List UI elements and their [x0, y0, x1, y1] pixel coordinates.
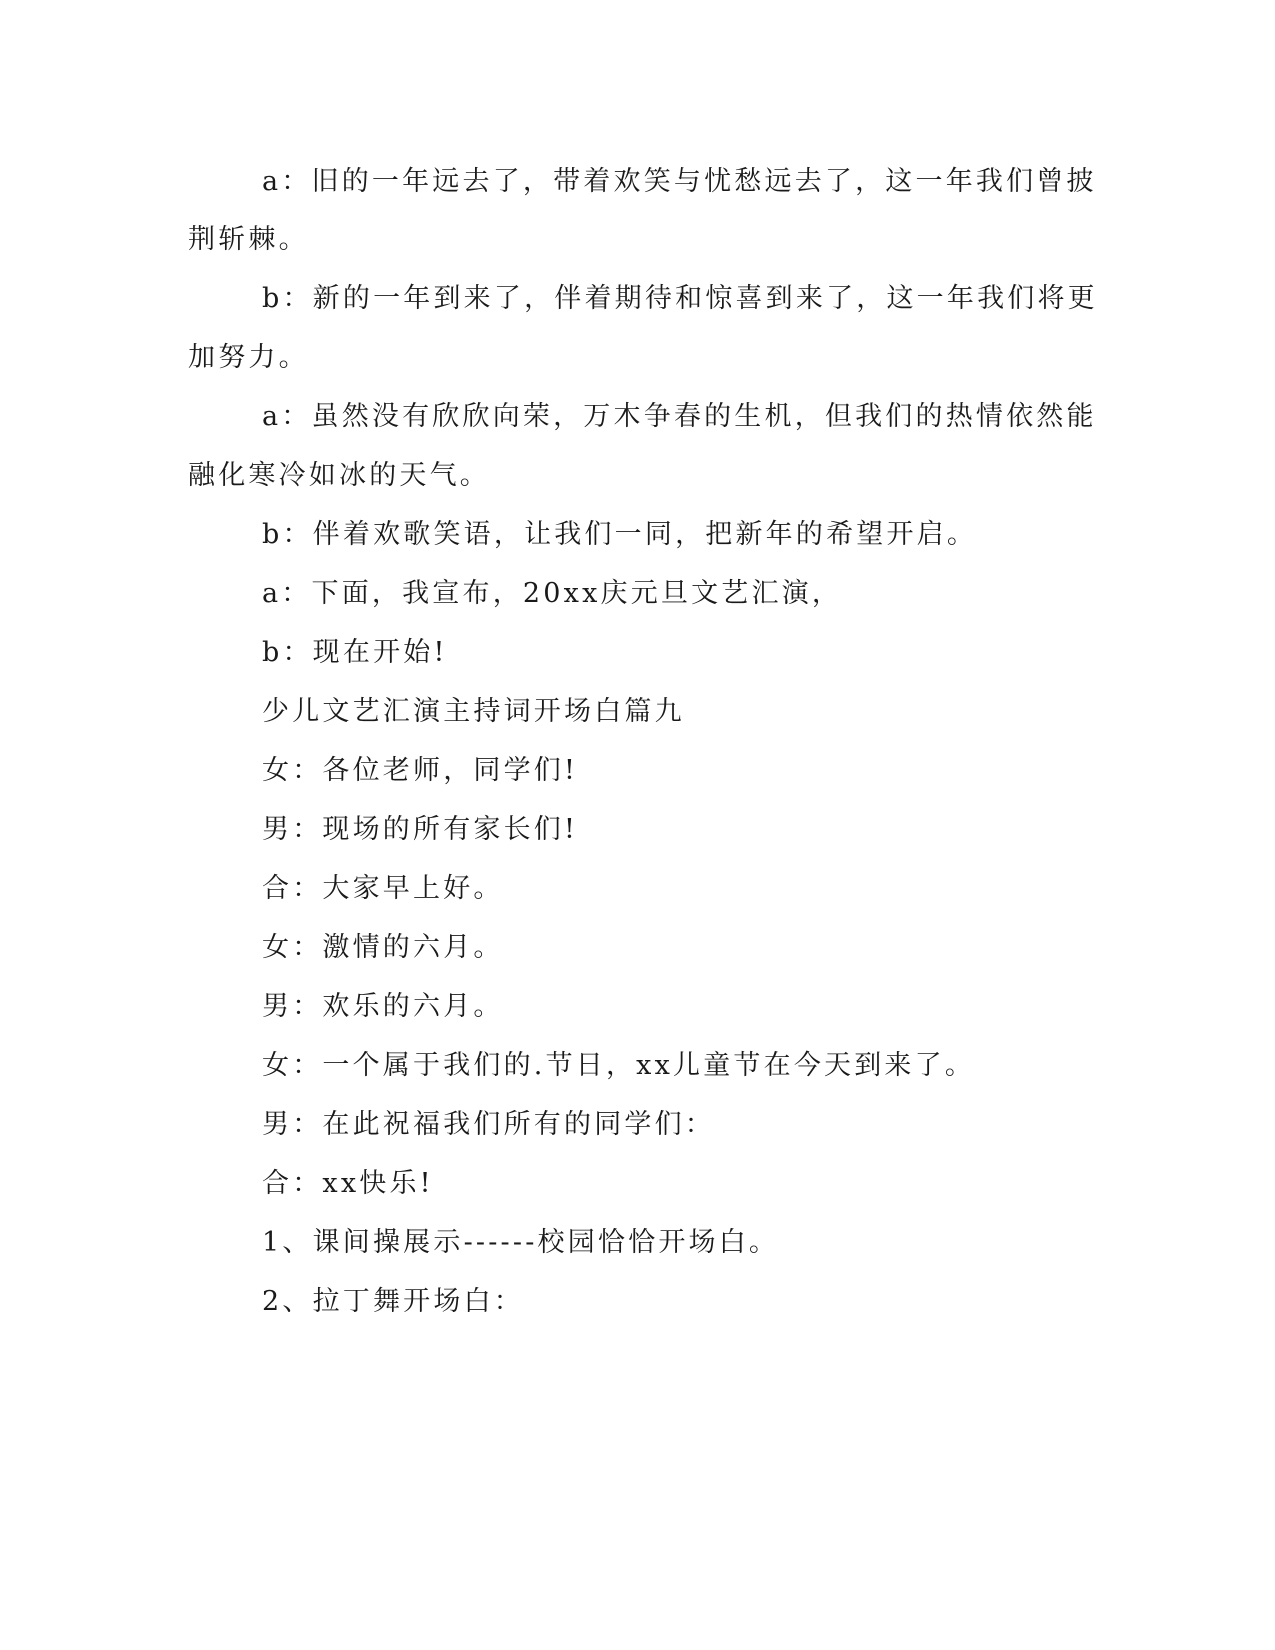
text-line: a：下面，我宣布，20xx庆元旦文艺汇演， — [262, 578, 843, 609]
paragraph-2-line-1: b：新的一年到来了，伴着期待和惊喜到来了，这一年我们将更 — [262, 283, 1098, 314]
text-line: 合：大家早上好。 — [262, 873, 504, 904]
text-line: 合：xx快乐! — [262, 1168, 434, 1199]
text-line: 女：各位老师，同学们! — [262, 755, 579, 786]
text-line: 1、课间操展示------校园恰恰开场白。 — [262, 1227, 780, 1258]
paragraph-3-line-2: 融化寒冷如冰的天气。 — [188, 460, 490, 491]
paragraph-2-line-2: 加努力。 — [188, 342, 309, 373]
paragraph-1-line-2: 荆斩棘。 — [188, 224, 309, 255]
text-line: 女：激情的六月。 — [262, 932, 504, 963]
paragraph-1-line-1: a：旧的一年远去了，带着欢笑与忧愁远去了，这一年我们曾披 — [262, 166, 1097, 197]
text-line: b：伴着欢歌笑语，让我们一同，把新年的希望开启。 — [262, 519, 978, 550]
section-heading: 少儿文艺汇演主持词开场白篇九 — [262, 696, 685, 727]
text-line: 男：在此祝福我们所有的同学们： — [262, 1109, 715, 1140]
text-line: 女：一个属于我们的.节日，xx儿童节在今天到来了。 — [262, 1050, 976, 1081]
paragraph-3-line-1: a：虽然没有欣欣向荣，万木争春的生机，但我们的热情依然能 — [262, 401, 1097, 432]
text-line: 男：现场的所有家长们! — [262, 814, 579, 845]
text-line: b：现在开始! — [262, 637, 448, 668]
text-line: 男：欢乐的六月。 — [262, 991, 504, 1022]
text-line: 2、拉丁舞开场白： — [262, 1286, 524, 1317]
